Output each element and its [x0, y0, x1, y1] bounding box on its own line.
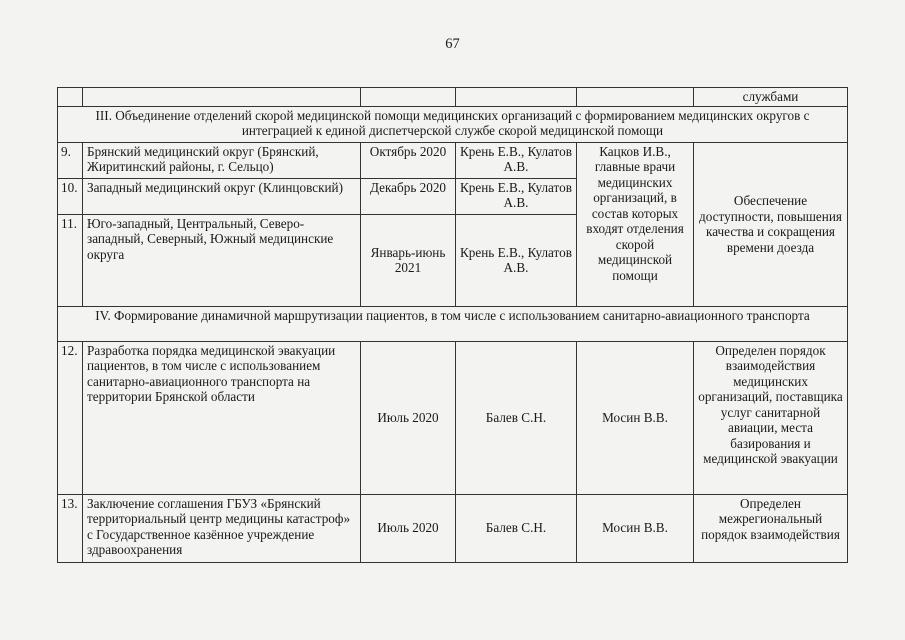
plan-table	[57, 87, 848, 563]
section-title: III. Объединение отделений скорой медицинской помощи медицинских организаций с формированием медицинских округов с интеграцией к единой диспетчерской службе скорой медицинской помощи	[58, 106, 848, 142]
deadline-cell: Октябрь 2020	[361, 142, 456, 178]
executor-cell: Мосин В.В.	[577, 494, 694, 562]
executor-cell: Кацков И.В., главные врачи медицинских организаций, в состав которых входят отделения скорой медицинской помощи	[577, 142, 694, 306]
event-cell: Брянский медицинский округ (Брянский, Жиритинский районы, г. Сельцо)	[83, 142, 361, 178]
responsible-cell: Крень Е.В., Кулатов А.В.	[456, 142, 577, 178]
section-header	[58, 306, 848, 341]
deadline-cell: Июль 2020	[361, 494, 456, 562]
deadline-cell: Декабрь 2020	[361, 178, 456, 214]
table-row	[58, 88, 848, 107]
event-cell: Западный медицинский округ (Клинцовский)	[83, 178, 361, 214]
responsible-cell: Балев С.Н.	[456, 494, 577, 562]
responsible-cell: Крень Е.В., Кулатов А.В.	[456, 178, 577, 214]
page-number: 67	[445, 36, 460, 52]
executor-cell: Мосин В.В.	[577, 341, 694, 494]
event-cell: Заключение соглашения ГБУЗ «Брянский территориальный центр медицины катастроф» с Государственное казённое учреждение здравоохранения	[83, 494, 361, 562]
result-cell: Определен межрегиональный порядок взаимодействия	[694, 494, 848, 562]
deadline-cell: Июль 2020	[361, 341, 456, 494]
section-header	[58, 106, 848, 142]
result-cell: Обеспечение доступности, повышения качества и сокращения времени доезда	[694, 142, 848, 306]
event-cell: Разработка порядка медицинской эвакуации пациентов, в том числе с использованием санитарно-авиационного транспорта на территории Брянской области	[83, 341, 361, 494]
section-title: IV. Формирование динамичной маршрутизации пациентов, в том числе с использованием санитарно-авиационного транспорта	[58, 306, 848, 341]
responsible-cell: Крень Е.В., Кулатов А.В.	[456, 214, 577, 306]
result-cell: Определен порядок взаимодействия медицинских организаций, поставщика услуг санитарной авиации, места базирования и медицинской эвакуации	[694, 341, 848, 494]
responsible-cell: Балев С.Н.	[456, 341, 577, 494]
row-number: 11.	[58, 214, 83, 306]
row-number: 13.	[58, 494, 83, 562]
event-cell: Юго-западный, Центральный, Северо-западный, Северный, Южный медицинские округа	[83, 214, 361, 306]
table-row	[58, 341, 848, 494]
row-number: 10.	[58, 178, 83, 214]
deadline-cell: Январь-июнь 2021	[361, 214, 456, 306]
table-row	[58, 494, 848, 562]
row-number: 12.	[58, 341, 83, 494]
result-cell: службами	[694, 88, 848, 107]
row-number: 9.	[58, 142, 83, 178]
table-row	[58, 142, 848, 178]
